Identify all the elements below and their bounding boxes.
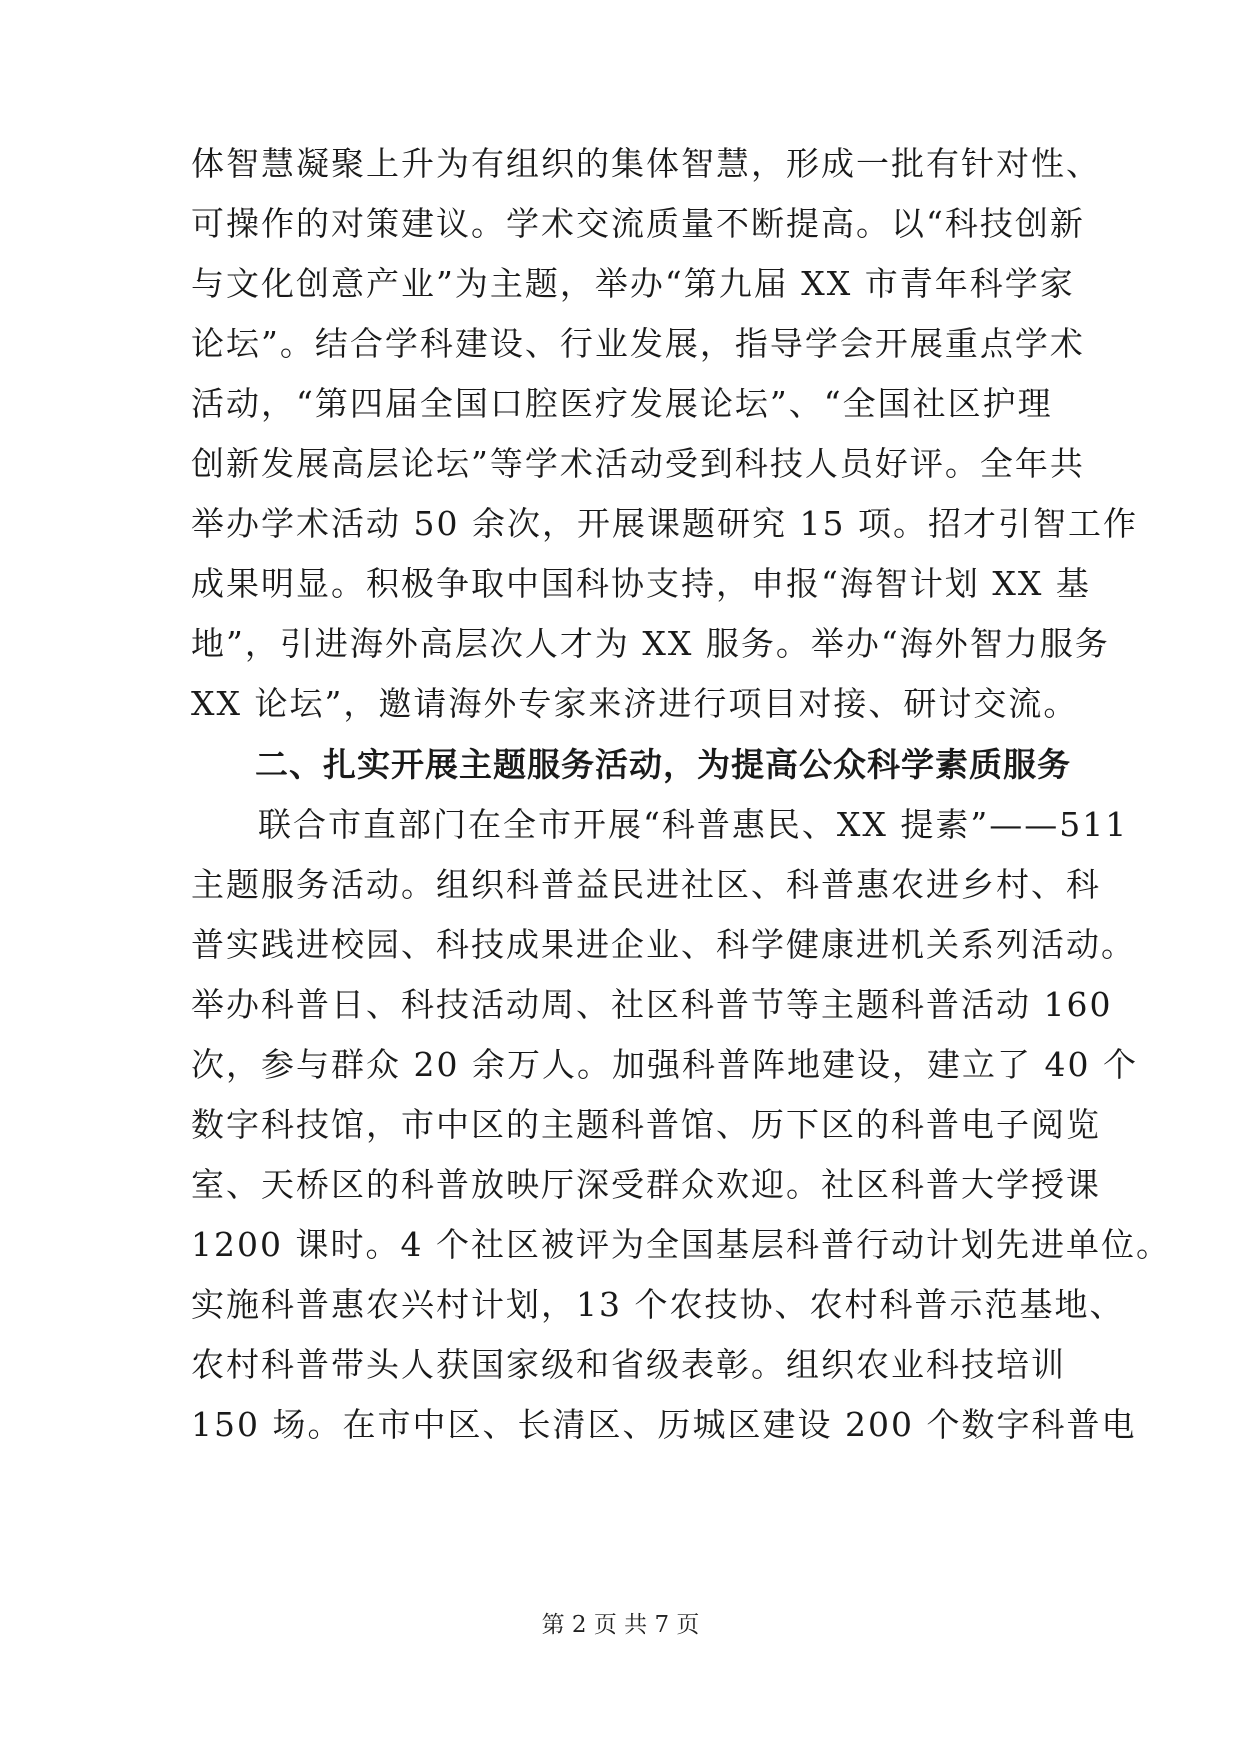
section-heading: 二、扎实开展主题服务活动，为提高公众科学素质服务 — [255, 745, 1071, 784]
body-text-line: 150 场。在市中区、长清区、历城区建设 200 个数字科普电 — [191, 1405, 1137, 1444]
body-text-line: 体智慧凝聚上升为有组织的集体智慧，形成一批有针对性、 — [191, 144, 1101, 183]
body-text-line: 实施科普惠农兴村计划，13 个农技协、农村科普示范基地、 — [191, 1285, 1125, 1324]
body-text-line: 室、天桥区的科普放映厅深受群众欢迎。社区科普大学授课 — [191, 1165, 1101, 1204]
body-text-line: 地”，引进海外高层次人才为 XX 服务。举办“海外智力服务 — [191, 624, 1110, 663]
body-text-line: 创新发展高层论坛”等学术活动受到科技人员好评。全年共 — [191, 444, 1085, 483]
body-text-line: 次，参与群众 20 余万人。加强科普阵地建设，建立了 40 个 — [191, 1045, 1138, 1084]
body-text-line: XX 论坛”，邀请海外专家来济进行项目对接、研讨交流。 — [191, 684, 1079, 723]
body-text-line: 主题服务活动。组织科普益民进社区、科普惠农进乡村、科 — [191, 865, 1101, 904]
body-text-line: 1200 课时。4 个社区被评为全国基层科普行动计划先进单位。 — [191, 1225, 1171, 1264]
body-text-line: 数字科技馆，市中区的主题科普馆、历下区的科普电子阅览 — [191, 1105, 1101, 1144]
body-text-line: 举办学术活动 50 余次，开展课题研究 15 项。招才引智工作 — [191, 504, 1138, 543]
body-text-line: 普实践进校园、科技成果进企业、科学健康进机关系列活动。 — [191, 925, 1136, 964]
body-text-line: 与文化创意产业”为主题，举办“第九届 XX 市青年科学家 — [191, 264, 1075, 303]
body-text-line: 活动，“第四届全国口腔医疗发展论坛”、“全国社区护理 — [191, 384, 1053, 423]
body-text-line: 联合市直部门在全市开展“科普惠民、XX 提素”——511 — [258, 805, 1129, 844]
body-text-line: 可操作的对策建议。学术交流质量不断提高。以“科技创新 — [191, 204, 1085, 243]
body-text-line: 论坛”。结合学科建设、行业发展，指导学会开展重点学术 — [191, 324, 1085, 363]
body-text-line: 成果明显。积极争取中国科协支持，申报“海智计划 XX 基 — [191, 564, 1091, 603]
body-text-line: 举办科普日、科技活动周、社区科普节等主题科普活动 160 — [191, 985, 1113, 1024]
page-number-footer: 第 2 页 共 7 页 — [541, 1612, 700, 1638]
body-text-line: 农村科普带头人获国家级和省级表彰。组织农业科技培训 — [191, 1345, 1066, 1384]
